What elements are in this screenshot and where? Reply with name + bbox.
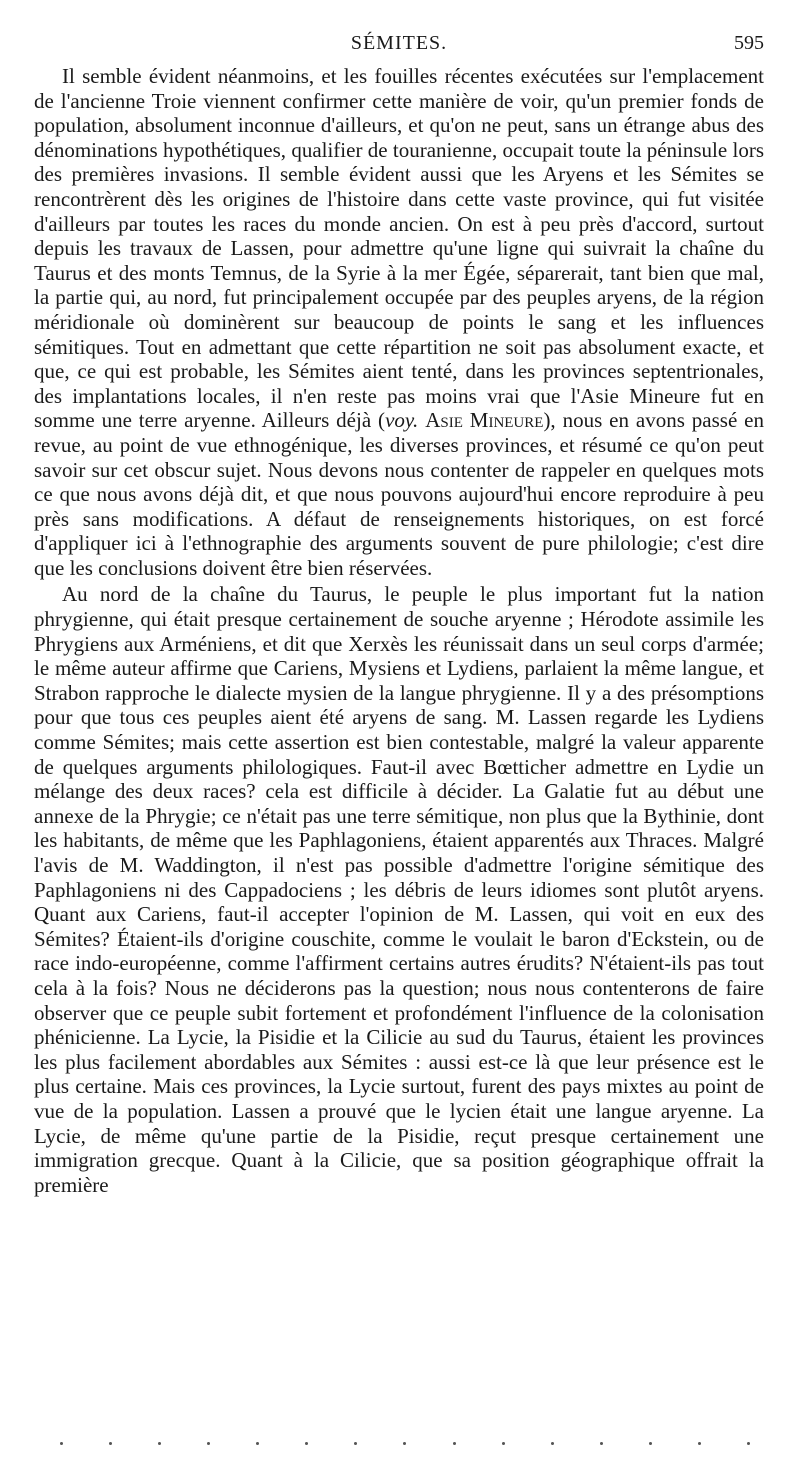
paragraph-1-text-end: ), nous en avons passé en revue, au point de vue ethnogénique, les diverses provinces, et résumé ce qu'on peut savoir sur cet obscur sujet. Nous devons nous contenter de rappeler en quelques mots ce que nous avons déjà dit, et que nous pouvons aujourd'hui encore reproduire à peu près sans modifications. A défaut de renseignements historiques, on est forcé d'appliquer ici à l'ethnographie des arguments souvent de pure philologie; c'est dire que les conclusions doivent être bien réservées. (34, 408, 764, 580)
page-number: 595 (734, 32, 764, 54)
cross-reference-asie-mineure: Asie Mineure (425, 408, 544, 433)
running-title: SÉMITES. (350, 32, 448, 54)
paragraph-1 (34, 64, 764, 580)
paragraph-1-text-start: Il semble évident néanmoins, et les fouilles récentes exécutées sur l'emplacement de l'ancienne Troie viennent confirmer cette manière de voir, qu'un premier fonds de population, absolument inconnue d'ailleurs, et qu'on ne peut, sans un étrange abus des dénominations hypothétiques, qualifier de touranienne, occupait toute la péninsule lors des premières invasions. Il semble évident aussi que les Aryens et les Sémites se rencontrèrent dès les origines de l'histoire dans cette vaste province, qui fut visitée d'ailleurs par toutes les races du monde ancien. On est à peu près d'accord, surtout depuis les travaux de Lassen, pour admettre qu'une ligne qui suivrait la chaîne du Taurus et des monts Temnus, de la Syrie à la mer Égée, séparerait, tant bien que mal, la partie qui, au nord, fut principalement occupée par des peuples aryens, de la région méridionale où dominèrent sur beaucoup de points le sang et les influences sémitiques. Tout en admettant que cette répartition ne soit pas absolument exacte, et que, ce qui est probable, les Sémites aient tenté, dans les provinces septentrionales, des implantations locales, il n'en reste pas moins vrai que l'Asie Mineure fut en somme une terre aryenne. Ailleurs déjà ( (34, 64, 764, 433)
footer-speckle-dots (60, 1442, 750, 1445)
page-header (34, 32, 764, 58)
paragraph-2: Au nord de la chaîne du Taurus, le peuple le plus important fut la nation phrygienne, qui était presque certainement de souche aryenne ; Hérodote assimile les Phrygiens aux Arméniens, et dit que Xerxès les réunissait dans un seul corps d'armée; le même auteur affirme que Cariens, Mysiens et Lydiens, parlaient la même langue, et Strabon rapproche le dialecte mysien de la langue phrygienne. Il y a des présomptions pour que tous ces peuples aient été aryens de sang. M. Lassen regarde les Lydiens comme Sémites; mais cette assertion est bien contestable, malgré la valeur apparente de quelques arguments philologiques. Faut-il avec Bœtticher admettre en Lydie un mélange des deux races? cela est difficile à décider. La Galatie fut au début une annexe de la Phrygie; ce n'était pas une terre sémitique, non plus que la Bythinie, dont les habitants, de même que les Paphlagoniens, étaient apparentés aux Thraces. Malgré l'avis de M. Waddington, il n'est pas possible d'admettre l'origine sémitique des Paphlagoniens ni des Cappadociens ; les débris de leurs idiomes sont plutôt aryens. Quant aux Cariens, faut-il accepter l'opinion de M. Lassen, qui voit en eux des Sémites? Étaient-ils d'origine couschite, comme le voulait le baron d'Eckstein, ou de race indo-européenne, comme l'affirment certains autres érudits? N'étaient-ils pas tout cela à la fois? Nous ne déciderons pas la question; nous nous contenterons de faire observer que ce peuple subit fortement et profondément l'influence de la colonisation phénicienne. La Lycie, la Pisidie et la Cilicie au sud du Taurus, étaient les provinces les plus facilement abordables aux Sémites : aussi est-ce là que leur présence est le plus certaine. Mais ces provinces, la Lycie surtout, furent des pays mixtes au point de vue de la population. Lassen a prouvé que le lycien était une langue aryenne. La Lycie, de même qu'une partie de la Pisidie, reçut presque certainement une immigration grecque. Quant à la Cilicie, que sa position géographique offrait la première (34, 582, 764, 1197)
body-text (34, 64, 764, 1197)
cross-reference-voy: voy. (385, 408, 419, 433)
